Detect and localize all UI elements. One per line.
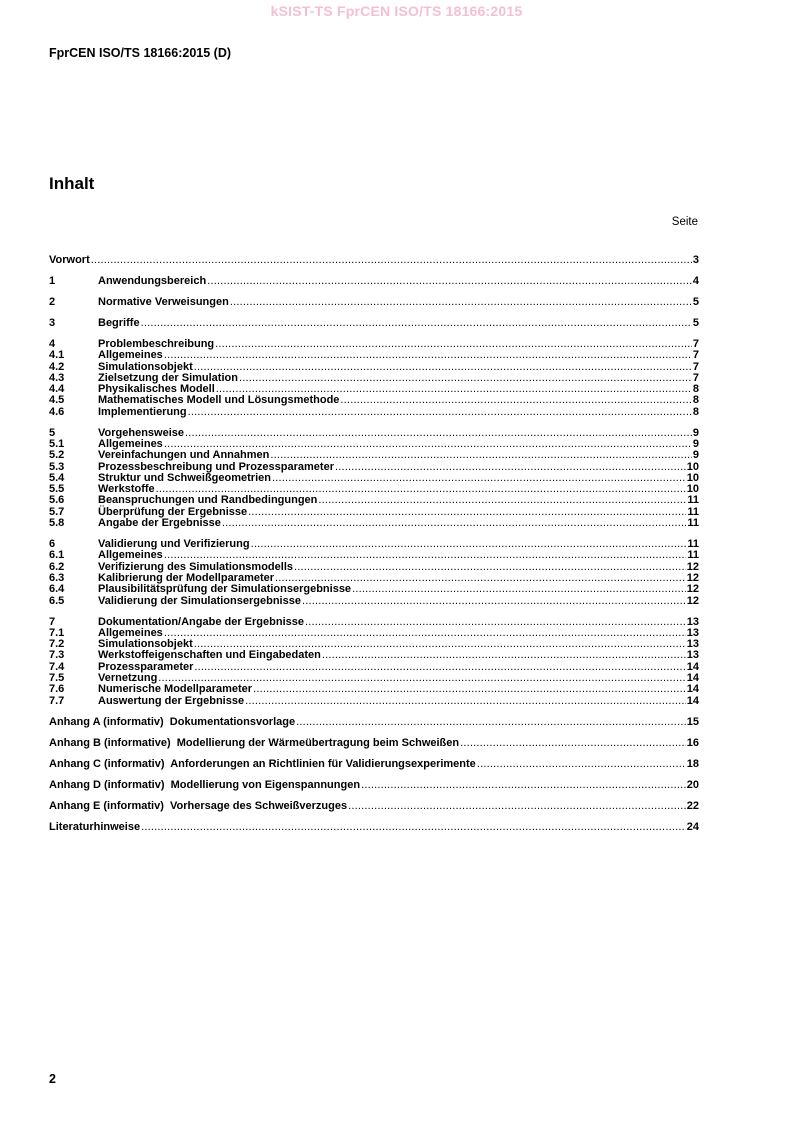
toc-page: 11 [687, 549, 699, 562]
toc-entry[interactable] [49, 255, 699, 266]
toc-leader [222, 518, 686, 529]
toc-number: 6 [49, 538, 56, 551]
toc-page: 8 [692, 394, 699, 407]
toc-entry[interactable] [49, 550, 699, 561]
toc-page: 10 [686, 483, 699, 496]
toc-title: Dokumentation/Angabe der Ergebnisse [98, 615, 304, 628]
toc-leader [164, 628, 686, 639]
toc-title: Beanspruchungen und Randbedingungen [98, 494, 318, 507]
toc-page: 9 [692, 449, 699, 462]
table-of-contents [49, 255, 699, 833]
toc-page: 10 [686, 460, 699, 473]
toc-leader [477, 759, 686, 770]
toc-number: 7.4 [49, 660, 65, 673]
toc-entry[interactable] [49, 318, 699, 329]
toc-entry[interactable] [49, 759, 699, 770]
toc-page: 4 [692, 274, 699, 287]
toc-page: 14 [686, 683, 699, 696]
toc-title: Angabe der Ergebnisse [98, 517, 221, 530]
toc-page: 13 [686, 615, 699, 628]
toc-number: 4.4 [49, 383, 65, 396]
toc-entry[interactable] [49, 696, 699, 707]
toc-leader [188, 407, 692, 418]
toc-title: Implementierung [98, 405, 187, 418]
toc-title: Mathematisches Modell und Lösungsmethode [98, 394, 340, 407]
toc-leader [251, 539, 687, 550]
toc-entry[interactable] [49, 684, 699, 695]
toc-number: 6.5 [49, 594, 65, 607]
toc-entry[interactable] [49, 596, 699, 607]
toc-page: 7 [692, 371, 699, 384]
toc-entry[interactable] [49, 738, 699, 749]
toc-entry[interactable] [49, 450, 699, 461]
toc-number: 5.3 [49, 460, 65, 473]
toc-entry[interactable] [49, 518, 699, 529]
toc-number: 4 [49, 337, 56, 350]
toc-title: Problembeschreibung [98, 337, 215, 350]
toc-leader [272, 473, 686, 484]
page-title: Inhalt [49, 174, 95, 193]
toc-leader [352, 584, 686, 595]
toc-leader [230, 297, 692, 308]
toc-entry[interactable] [49, 350, 699, 361]
toc-title: Anhang B (informative) Modellierung der Wärmeübertragung beim Schweißen [49, 736, 460, 749]
toc-page: 14 [686, 660, 699, 673]
page-column-label: Seite [671, 216, 698, 228]
toc-leader [207, 276, 692, 287]
toc-number: 7.1 [49, 626, 65, 639]
toc-number: 6.4 [49, 583, 65, 596]
toc-page: 12 [686, 560, 699, 573]
toc-title: Vorwort [49, 254, 90, 266]
toc-number: 6.2 [49, 560, 65, 573]
toc-title: Literaturhinweise [49, 820, 141, 833]
toc-number: 3 [49, 316, 56, 329]
toc-number: 4.2 [49, 360, 65, 373]
toc-title: Allgemeines [98, 438, 163, 450]
toc-page: 11 [687, 505, 699, 518]
toc-entry[interactable] [49, 780, 699, 791]
toc-leader [164, 350, 692, 361]
toc-number: 7.3 [49, 649, 65, 662]
toc-leader [141, 822, 686, 833]
toc-leader [141, 318, 692, 329]
toc-page: 5 [692, 295, 699, 308]
toc-number: 5.2 [49, 449, 65, 462]
toc-number: 5.4 [49, 471, 65, 484]
toc-title: Simulationsobjekt [98, 360, 193, 373]
toc-leader [335, 462, 686, 473]
toc-number: 5.7 [49, 505, 65, 518]
toc-leader [361, 780, 686, 791]
toc-leader [296, 717, 686, 728]
toc-number: 5.1 [49, 438, 65, 450]
toc-page: 14 [686, 672, 699, 685]
toc-number: 4.6 [49, 405, 65, 418]
toc-title: Normative Verweisungen [98, 295, 229, 308]
toc-entry[interactable] [49, 276, 699, 287]
toc-number: 4.3 [49, 371, 65, 384]
watermark: kSIST-TS FprCEN ISO/TS 18166:2015 [270, 3, 523, 19]
toc-page: 24 [686, 820, 699, 833]
toc-title: Überprüfung der Ergebnisse [98, 505, 248, 518]
toc-title: Vernetzung [98, 672, 158, 685]
toc-page: 3 [692, 254, 699, 266]
toc-number: 2 [49, 295, 56, 308]
toc-page: 14 [686, 694, 699, 707]
toc-leader [348, 801, 686, 812]
toc-title: Struktur und Schweißgeometrien [98, 471, 271, 484]
toc-title: Auswertung der Ergebnisse [98, 694, 245, 707]
toc-leader [460, 738, 686, 749]
toc-page: 13 [686, 626, 699, 639]
toc-number: 7.2 [49, 638, 65, 651]
toc-title: Simulationsobjekt [98, 638, 193, 651]
toc-leader [253, 684, 686, 695]
toc-page: 16 [686, 736, 699, 749]
toc-number: 7.7 [49, 694, 65, 707]
toc-leader [215, 339, 692, 350]
toc-page: 5 [692, 316, 699, 329]
toc-leader [245, 696, 686, 707]
toc-page: 12 [686, 571, 699, 584]
toc-title: Validierung und Verifizierung [98, 538, 250, 551]
toc-entry[interactable] [49, 822, 699, 833]
toc-leader [194, 362, 692, 373]
toc-entry[interactable] [49, 717, 699, 728]
toc-entry[interactable] [49, 584, 699, 595]
toc-title: Verifizierung des Simulationsmodells [98, 560, 293, 573]
toc-title: Prozessparameter [98, 660, 194, 673]
toc-title: Anwendungsbereich [98, 274, 207, 287]
toc-number: 6.1 [49, 549, 65, 562]
toc-page: 8 [692, 405, 699, 418]
toc-page: 9 [692, 438, 699, 450]
toc-number: 5.5 [49, 483, 65, 496]
toc-page: 12 [686, 583, 699, 596]
toc-entry[interactable] [49, 297, 699, 308]
toc-entry[interactable] [49, 407, 699, 418]
toc-title: Werkstoffe [98, 483, 155, 496]
toc-page: 22 [686, 799, 699, 812]
toc-title: Anhang D (informativ) Modellierung von Eigenspannungen [49, 778, 361, 791]
toc-title: Allgemeines [98, 549, 163, 562]
toc-title: Numerische Modellparameter [98, 683, 253, 696]
document-id: FprCEN ISO/TS 18166:2015 (D) [49, 46, 232, 60]
toc-title: Werkstoffeigenschaften und Eingabedaten [98, 649, 321, 662]
toc-title: Anhang C (informativ) Anforderungen an Richtlinien für Validierungsexperimente [49, 757, 476, 770]
toc-number: 5 [49, 426, 56, 439]
toc-page: 20 [686, 778, 699, 791]
page-number: 2 [49, 1072, 56, 1086]
toc-title: Physikalisches Modell [98, 383, 215, 396]
toc-number: 7.6 [49, 683, 65, 696]
toc-number: 5.6 [49, 494, 65, 507]
toc-page: 11 [687, 494, 699, 507]
toc-entry[interactable] [49, 801, 699, 812]
toc-leader [239, 373, 692, 384]
toc-title: Allgemeines [98, 349, 163, 362]
toc-leader [340, 395, 691, 406]
toc-title: Anhang E (informativ) Vorhersage des Schweißverzuges [49, 799, 348, 812]
toc-page: 9 [692, 426, 699, 439]
toc-page: 12 [686, 594, 699, 607]
toc-leader [270, 450, 692, 461]
toc-leader [322, 650, 686, 661]
toc-page: 7 [692, 349, 699, 362]
toc-page: 10 [686, 471, 699, 484]
toc-title: Begriffe [98, 316, 140, 329]
toc-page: 7 [692, 360, 699, 373]
toc-title: Allgemeines [98, 626, 163, 639]
toc-number: 5.8 [49, 517, 65, 530]
toc-number: 4.1 [49, 349, 65, 362]
toc-page: 18 [686, 757, 699, 770]
toc-number: 7 [49, 615, 56, 628]
toc-page: 15 [686, 715, 699, 728]
toc-title: Zielsetzung der Simulation [98, 371, 238, 384]
toc-leader [294, 562, 686, 573]
toc-leader [318, 495, 686, 506]
toc-number: 4.5 [49, 394, 65, 407]
toc-page: 13 [686, 649, 699, 662]
toc-page: 11 [687, 517, 699, 530]
toc-title: Plausibilitätsprüfung der Simulationsergebnisse [98, 583, 352, 596]
toc-page: 11 [687, 538, 699, 551]
toc-title: Vereinfachungen und Annahmen [98, 449, 270, 462]
toc-title: Anhang A (informativ) Dokumentationsvorlage [49, 715, 296, 728]
toc-leader [248, 507, 686, 518]
toc-leader [302, 596, 686, 607]
toc-title: Validierung der Simulationsergebnisse [98, 594, 301, 607]
toc-number: 6.3 [49, 571, 65, 584]
toc-page: 7 [692, 337, 699, 350]
toc-page: 13 [686, 638, 699, 651]
toc-leader [164, 550, 687, 561]
toc-title: Prozessbeschreibung und Prozessparameter [98, 460, 334, 473]
toc-leader [194, 662, 685, 673]
toc-leader [91, 255, 692, 266]
toc-title: Vorgehensweise [98, 426, 184, 439]
toc-number: 7.5 [49, 672, 65, 685]
toc-number: 1 [49, 274, 56, 287]
toc-title: Kalibrierung der Modellparameter [98, 571, 275, 584]
toc-leader [305, 617, 686, 628]
toc-page: 8 [692, 383, 699, 396]
toc-leader [185, 428, 692, 439]
